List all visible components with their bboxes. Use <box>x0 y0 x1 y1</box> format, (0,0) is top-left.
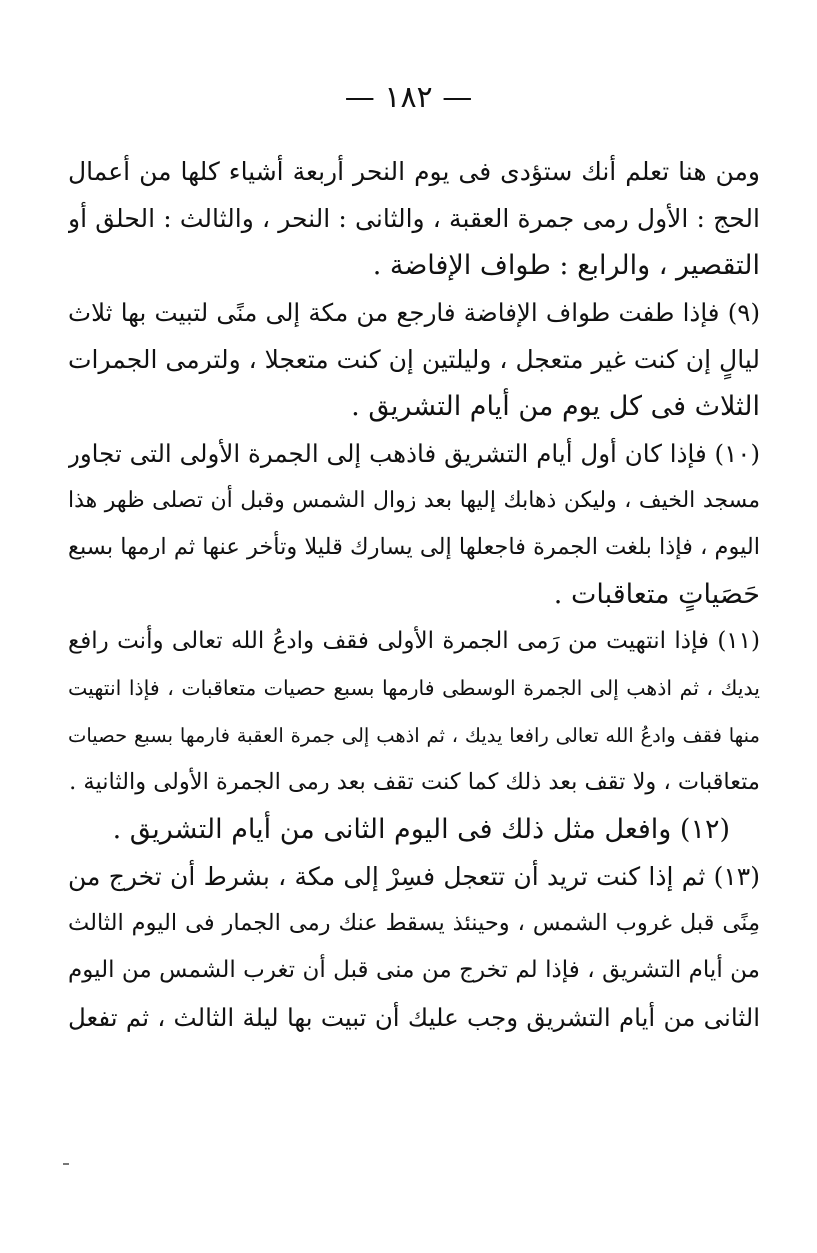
paragraph-11 <box>68 618 760 806</box>
text-line: الحج : الأول رمى جمرة العقبة ، والثانى : النحر ، والثالث : الحلق أو <box>68 204 760 233</box>
text-line: (١٢) وافعل مثل ذلك فى اليوم الثانى من أيام التشريق . <box>112 814 730 845</box>
text-line: التقصير ، والرابع : طواف الإفاضة . <box>372 250 760 281</box>
text-line: منها فقف وادعُ الله تعالى رافعا يديك ، ثم اذهب إلى جمرة العقبة فارمها بسبع حصيات <box>68 724 760 747</box>
paragraph-13 <box>68 853 760 1041</box>
text-line: (٩) فإذا طفت طواف الإفاضة فارجع من مكة إلى منًى لتبيت بها ثلاث <box>68 298 760 327</box>
body-text <box>68 148 760 1041</box>
text-line: يديك ، ثم اذهب إلى الجمرة الوسطى فارمها بسبع حصيات متعاقبات ، فإذا انتهيت <box>68 676 760 700</box>
text-line: حَصَياتٍ متعاقبات . <box>553 579 760 610</box>
text-line: من أيام التشريق ، فإذا لم تخرج من منى قبل أن تغرب الشمس من اليوم <box>68 957 760 983</box>
scan-mark <box>63 1163 69 1165</box>
paragraph-12 <box>68 806 760 853</box>
text-line: ومن هنا تعلم أنك ستؤدى فى يوم النحر أربعة أشياء كلها من أعمال <box>68 157 760 186</box>
text-line: (١١) فإذا انتهيت من رَمى الجمرة الأولى فقف وادعُ الله تعالى وأنت رافع <box>68 628 760 654</box>
text-line: مسجد الخيف ، وليكن ذهابك إليها بعد زوال الشمس وقبل أن تصلى ظهر هذا <box>68 488 760 513</box>
paragraph-intro <box>68 148 760 289</box>
paragraph-10 <box>68 430 760 618</box>
text-line: متعاقبات ، ولا تقف بعد ذلك كما كنت تقف بعد رمى الجمرة الأولى والثانية . <box>69 769 760 795</box>
text-line: (١٠) فإذا كان أول أيام التشريق فاذهب إلى الجمرة الأولى التى تجاور <box>68 439 760 468</box>
text-line: اليوم ، فإذا بلغت الجمرة فاجعلها إلى يسارك قليلا وتأخر عنها ثم ارمها بسبع <box>68 534 760 560</box>
text-line: ليالٍ إن كنت غير متعجل ، وليلتين إن كنت متعجلا ، ولترمى الجمرات <box>68 345 760 374</box>
page-number: — ١٨٢ — <box>344 80 473 115</box>
text-line: (١٣) ثم إذا كنت تريد أن تتعجل فسِرْ إلى مكة ، بشرط أن تخرج من <box>68 862 760 891</box>
text-line: مِنًى قبل غروب الشمس ، وحينئذ يسقط عنك رمى الجمار فى اليوم الثالث <box>68 910 760 936</box>
paragraph-9 <box>68 289 760 430</box>
text-line: الثانى من أيام التشريق وجب عليك أن تبيت بها ليلة الثالث ، ثم تفعل <box>68 1003 760 1032</box>
text-line: الثلاث فى كل يوم من أيام التشريق . <box>351 391 760 422</box>
